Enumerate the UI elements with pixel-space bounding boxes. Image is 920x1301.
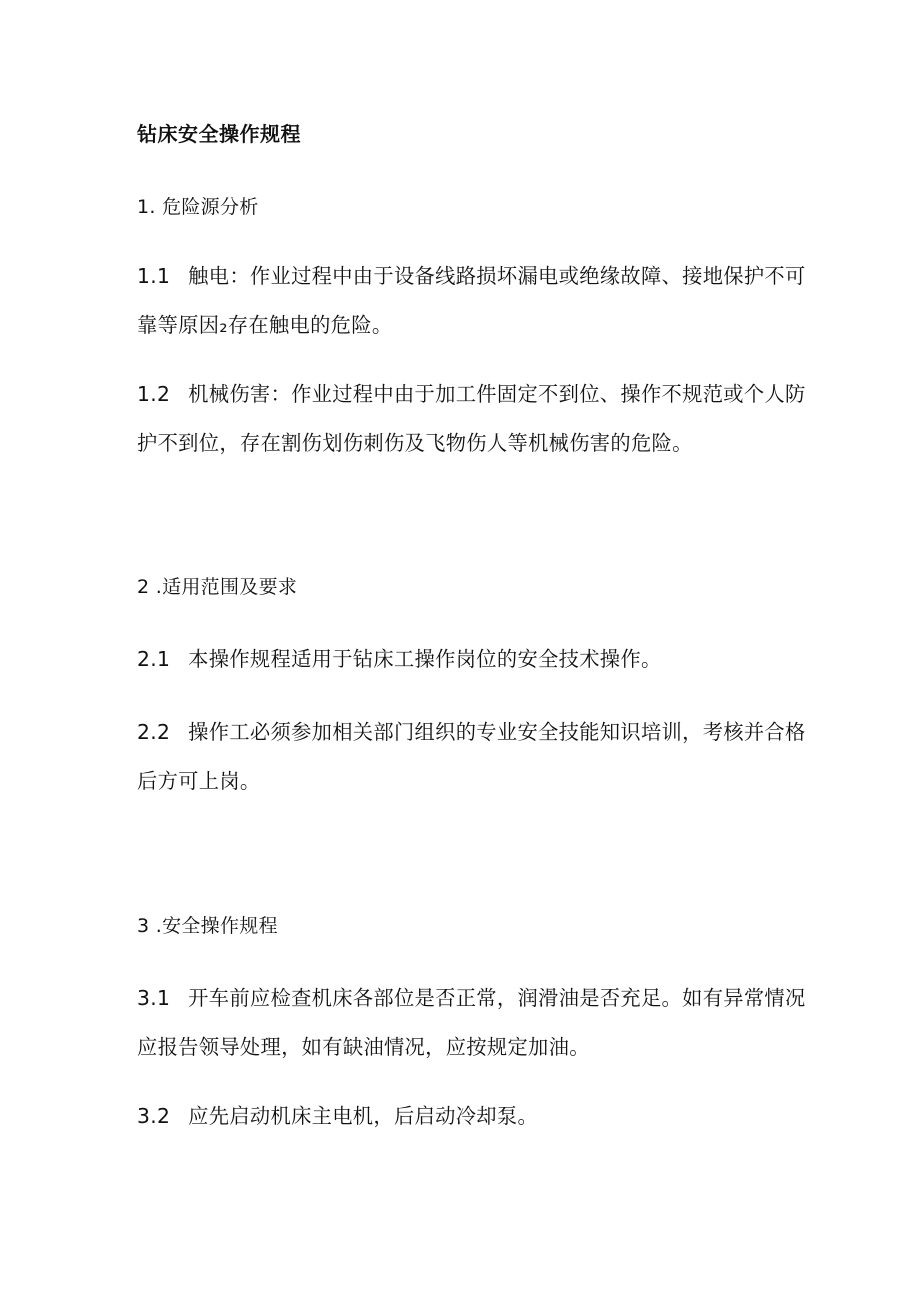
item-number: 2.1 [137,647,171,671]
item-2-2-line-1 [137,718,806,746]
item-number: 3.2 [137,1104,171,1128]
item-number: 1.1 [137,264,171,288]
item-number: 3.1 [137,986,171,1010]
item-2-1-line-1 [137,645,662,673]
item-1-1-line-1 [137,262,806,290]
document-title: 钻床安全操作规程 [137,122,301,146]
item-text: 应先启动机床主电机，后启动冷却泵。 [188,1104,539,1128]
item-number: 2.2 [137,720,171,744]
section-heading-2: 2 .适用范围及要求 [137,576,298,598]
section-heading-3: 3 .安全操作规程 [137,915,278,937]
item-3-2-line-1 [137,1102,538,1130]
item-1-2-line-2: 护不到位，存在割伤划伤刺伤及飞物伤人等机械伤害的危险。 [137,431,693,455]
item-text: 机械伤害：作业过程中由于加工件固定不到位、操作不规范或个人防 [188,382,806,406]
item-text: 开车前应检查机床各部位是否正常，润滑油是否充足。如有异常情况 [188,986,806,1010]
item-3-1-line-1 [137,984,806,1012]
item-number: 1.2 [137,382,171,406]
item-3-1-line-2: 应报告领导处理，如有缺油情况，应按规定加油。 [137,1035,590,1059]
item-text: 触电：作业过程中由于设备线路损坏漏电或绝缘故障、接地保护不可 [188,264,806,288]
item-1-1-line-2: 靠等原因₂存在触电的危险。 [137,313,393,337]
item-text: 本操作规程适用于钻床工操作岗位的安全技术操作。 [188,647,662,671]
item-text: 操作工必须参加相关部门组织的专业安全技能知识培训，考核并合格 [188,720,806,744]
section-heading-1: 1. 危险源分析 [137,196,259,218]
item-2-2-line-2: 后方可上岗。 [137,769,261,793]
item-1-2-line-1 [137,380,806,408]
